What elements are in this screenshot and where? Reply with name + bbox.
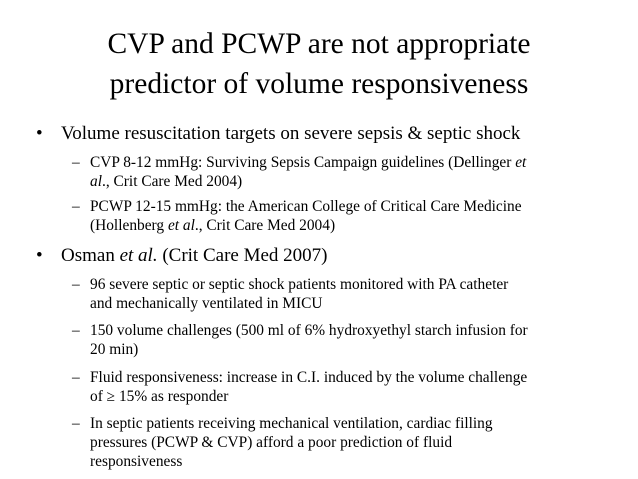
sub-item-line: (Hollenberg et al., Crit Care Med 2004): [90, 217, 336, 234]
sub-item-line: 96 severe septic or septic shock patients monitored with PA catheter: [90, 276, 509, 293]
dash-icon: –: [72, 415, 80, 432]
sub-item-line: of ≥ 15% as responder: [90, 388, 229, 405]
sub-item-line: Fluid responsiveness: increase in C.I. induced by the volume challenge: [90, 369, 528, 386]
dash-icon: –: [72, 369, 80, 386]
sub-item-line: 20 min): [90, 341, 139, 358]
sub-item-line: PCWP 12-15 mmHg: the American College of Critical Care Medicine: [90, 198, 522, 215]
sub-item-line: and mechanically ventilated in MICU: [90, 295, 323, 312]
sub-item-line: 150 volume challenges (500 ml of 6% hydroxyethyl starch infusion for: [90, 322, 528, 339]
bullet-text: Osman et al. (Crit Care Med 2007): [61, 245, 328, 266]
sub-item-text: [90, 275, 612, 313]
sub-item-line: al., Crit Care Med 2004): [90, 173, 243, 190]
sub-item-text: [90, 153, 612, 191]
sub-item-text: [90, 414, 612, 471]
sub-item-line: In septic patients receiving mechanical ventilation, cardiac filling: [90, 415, 493, 432]
title-line-2: predictor of volume responsiveness: [109, 68, 529, 100]
sub-item-text: [90, 197, 612, 235]
title-line-1: CVP and PCWP are not appropriate: [107, 28, 531, 60]
sub-item-text: [90, 368, 612, 406]
dash-icon: –: [72, 276, 80, 293]
slide-title: [30, 24, 608, 104]
sub-item-line: responsiveness: [90, 453, 183, 470]
sub-item-line: pressures (PCWP & CVP) afford a poor prediction of fluid: [90, 434, 453, 451]
bullet-text: Volume resuscitation targets on severe sepsis & septic shock: [61, 123, 521, 144]
sub-item-line: CVP 8-12 mmHg: Surviving Sepsis Campaign guidelines (Dellinger et: [90, 154, 527, 171]
dash-icon: –: [72, 322, 80, 339]
dash-icon: –: [72, 198, 80, 215]
bullet-icon: •: [36, 123, 43, 144]
sub-item-text: [90, 321, 612, 359]
bullet-icon: •: [36, 245, 43, 266]
dash-icon: –: [72, 154, 80, 171]
